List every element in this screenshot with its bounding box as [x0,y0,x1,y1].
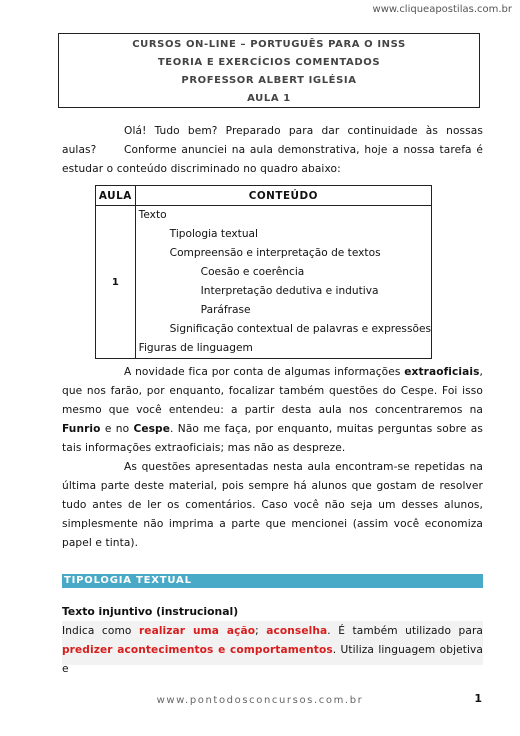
greeting-paragraph: Olá! Tudo bem? Preparado para dar continuidade às nossas aulas? [62,125,483,156]
topic-item: Interpretação dedutiva e indutiva [200,285,379,297]
subheading-texto-injuntivo: Texto injuntivo (instrucional) [62,605,239,618]
novidade-paragraph: A novidade fica por conta de algumas informações extraoficiais, que nos farão, por enquanto, focalizar também questões do Cespe. Foi isso mesmo que você entendeu: a partir desta aula nos concentraremos na Funrio e no Cespe. Não me faça, por enquanto, muitas perguntas sobre as tais informações extraoficiais; mas não as despreze. [62,366,484,454]
topic-item: Figuras de linguagem [138,342,253,354]
highlight-predizer: predizer acontecimentos e comportamentos [62,644,333,656]
highlight-realizar: realizar uma ação [138,625,256,637]
professor-name: PROFESSOR ALBERT IGLÉSIA [181,75,357,86]
injuntivo-paragraph: Indica como realizar uma ação; aconselha. É também utilizado para predizer acontecimentos e comportamentos. Utiliza linguagem objetiva e [62,625,484,675]
table-header-conteudo: CONTEÚDO [135,186,431,206]
highlight-aconselha: aconselha [266,625,328,637]
course-header-box [58,33,480,108]
course-subtitle: TEORIA E EXERCÍCIOS COMENTADOS [157,57,381,68]
bold-cespe: Cespe [133,423,171,435]
topic-item: Coesão e coerência [200,266,305,278]
topic-item: Paráfrase [200,304,251,316]
page-number: 1 [474,692,482,705]
course-title: CURSOS ON-LINE – PORTUGUÊS PARA O INSS [132,39,406,50]
topics-cell [135,206,431,359]
content-table [95,185,432,359]
topic-item: Tipologia textual [169,228,258,240]
topic-item: Compreensão e interpretação de textos [169,247,381,259]
section-title-bar: TIPOLOGIA TEXTUAL [62,574,483,588]
footer-url[interactable]: www.pontodosconcursos.com.br [156,695,364,706]
bold-extraoficiais: extraoficiais [404,366,480,378]
lesson-number: AULA 1 [247,93,291,104]
questoes-paragraph: As questões apresentadas nesta aula encontram-se repetidas na última parte deste material, pois sempre há alunos que gostam de resolver tudo antes de ler os comentários. Caso você não seja um desses alunos, simplesmente não imprima a parte que mencionei (assim você economiza papel e tinta). [62,461,483,549]
site-url[interactable]: www.cliqueapostilas.com.br [372,4,512,15]
topic-item: Texto [138,209,167,221]
intro-paragraph: Conforme anunciei na aula demonstrativa, hoje a nossa tarefa é estudar o conteúdo discriminado no quadro abaixo: [62,144,483,175]
bold-funrio: Funrio [62,423,101,435]
table-header-aula: AULA [96,186,136,206]
topic-item: Significação contextual de palavras e expressões [169,323,431,335]
aula-number-cell: 1 [96,206,136,359]
